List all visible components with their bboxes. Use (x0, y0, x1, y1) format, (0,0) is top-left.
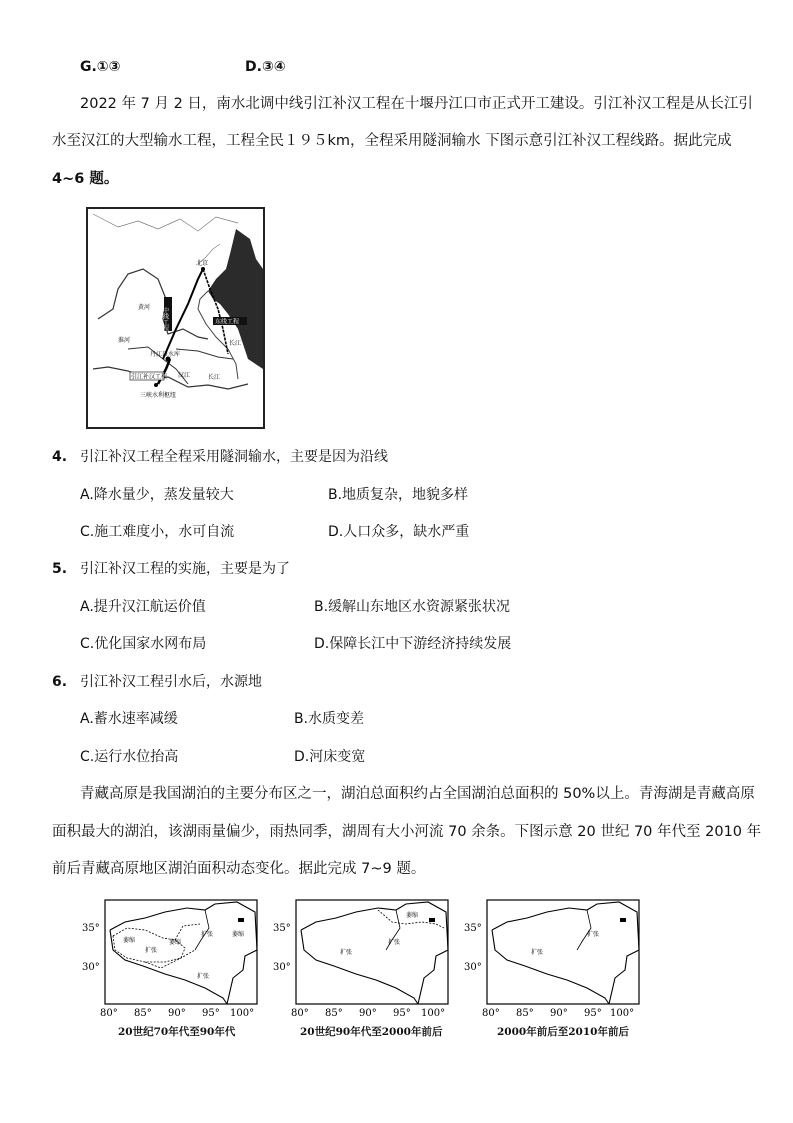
label-changjiang: 长江 (208, 374, 221, 381)
prev-option-g: G.①③ (80, 59, 121, 75)
q5-text: 引江补汉工程的实施，主要是为了 (80, 561, 290, 577)
label-yinjiang: 引江补汉工程 (131, 373, 168, 381)
label-beijing: 北京 (196, 260, 209, 267)
label-sanxia: 三峡水利枢纽 (140, 392, 177, 399)
panel2-region-2: 扩张 (340, 949, 353, 956)
intro2-line1: 青藏高原是我国湖泊的主要分布区之一，湖泊总面积约占全国湖泊总面积的 50%以上。青海湖是青藏高原 (80, 786, 755, 802)
panel2-lat-35: 35° (273, 923, 291, 934)
plateau-panel-3 (487, 900, 639, 1004)
panel2-lon-100: 100° (421, 1008, 446, 1019)
panel1-region-2: 扩张 (145, 947, 158, 954)
sea-area (208, 229, 263, 369)
panel1-region-3: 萎缩 (169, 939, 182, 946)
route-map-svg (88, 209, 263, 427)
panel3-lon-90: 90° (550, 1008, 568, 1019)
q6-option-a[interactable]: A.蓄水速率减缓 (80, 711, 178, 727)
q4-number: 4. (52, 449, 68, 465)
sanxia-dot (154, 383, 158, 387)
panel2-lon-80: 80° (291, 1008, 309, 1019)
panel3-lon-80: 80° (482, 1008, 500, 1019)
panel1-lon-90: 90° (168, 1008, 186, 1019)
panel3-lon-95: 95° (584, 1008, 602, 1019)
intro2-line2: 面积最大的湖泊，该湖雨量偏少，雨热同季，湖周有大小河流 70 余条。下图示意 20 世纪 70 年代至 2010 年 (52, 824, 762, 840)
panel1-lat-30: 30° (82, 962, 100, 973)
panel1-lon-85: 85° (134, 1008, 152, 1019)
label-huanghe: 黄河 (138, 304, 151, 311)
panel2-region-1: 萎缩 (406, 912, 419, 919)
q5-option-b[interactable]: B.缓解山东地区水资源紧张状况 (314, 599, 511, 615)
panel3-lat-30: 30° (464, 962, 482, 973)
panel1-region-4: 扩张 (201, 931, 214, 938)
q4-text: 引江补汉工程全程采用隧洞输水，主要是因为沿线 (80, 449, 388, 465)
panel1-region-5: 扩张 (197, 973, 210, 980)
q6-number: 6. (52, 674, 68, 690)
q6-option-d[interactable]: D.河床变宽 (294, 749, 366, 765)
beijing-dot (201, 267, 205, 271)
changjiang-river (93, 367, 248, 389)
panel2-lon-85: 85° (325, 1008, 343, 1019)
prev-option-d: D.③④ (245, 59, 286, 75)
panel2-lon-95: 95° (393, 1008, 411, 1019)
panel3-region-2: 扩张 (587, 931, 600, 938)
q5-option-d[interactable]: D.保障长江中下游经济持续发展 (314, 636, 512, 652)
q5-option-a[interactable]: A.提升汉江航运价值 (80, 599, 206, 615)
intro2-line3: 前后青藏高原地区湖泊面积动态变化。据此完成 7~9 题。 (52, 861, 426, 877)
intro1-line1: 2022 年 7 月 2 日，南水北调中线引江补汉工程在十堰丹江口市正式开工建设。引江补汉工程是从长江引 (80, 96, 753, 112)
panel2-lon-90: 90° (359, 1008, 377, 1019)
q6-option-c[interactable]: C.运行水位抬高 (80, 749, 179, 765)
q4-option-c[interactable]: C.施工难度小，水可自流 (80, 524, 235, 540)
huanghe-river (98, 269, 208, 339)
label-huaihe: 淮河 (118, 337, 131, 344)
panel3-lon-100: 100° (610, 1008, 635, 1019)
intro1-line3: 4~6 题。 (52, 171, 119, 187)
plateau-maps (80, 896, 640, 1041)
panel1-lat-35: 35° (82, 923, 100, 934)
q6-option-b[interactable]: B.水质变差 (294, 711, 365, 727)
q5-number: 5. (52, 561, 68, 577)
plateau-panel-1 (105, 900, 257, 1004)
panel1-lon-95: 95° (202, 1008, 220, 1019)
plateau-panel-2 (296, 900, 448, 1004)
panel2-caption: 20世纪90年代至2000年前后 (300, 1026, 443, 1038)
panel1-region-1: 萎缩 (123, 937, 136, 944)
label-dongxian: 东线工程 (215, 318, 240, 326)
route-map (86, 207, 265, 429)
q4-option-b[interactable]: B.地质复杂，地貌多样 (328, 487, 469, 503)
label-hanjiang: 汉江 (178, 372, 191, 379)
panel3-caption: 2000年前后至2010年前后 (497, 1026, 629, 1038)
panel1-region-6: 萎缩 (232, 931, 245, 938)
intro1-line2: 水至汉江的大型输水工程，工程全民１９５km，全程采用隧洞输水 下图示意引江补汉工程线路。据此完成 (52, 133, 732, 149)
label-zhongxian: 中线工程 (161, 307, 169, 331)
label-yangzi: 长江 (229, 340, 242, 347)
label-danjiangkou: 丹江口水库 (150, 351, 181, 358)
panel1-lon-100: 100° (230, 1008, 255, 1019)
q5-option-c[interactable]: C.优化国家水网布局 (80, 636, 207, 652)
q6-text: 引江补汉工程引水后，水源地 (80, 674, 262, 690)
panel1-lon-80: 80° (100, 1008, 118, 1019)
panel2-lat-30: 30° (273, 962, 291, 973)
panel3-region-1: 扩张 (531, 949, 544, 956)
panel3-lon-85: 85° (516, 1008, 534, 1019)
panel1-caption: 20世纪70年代至90年代 (118, 1026, 236, 1038)
panel3-lat-35: 35° (464, 923, 482, 934)
panel2-region-3: 扩张 (388, 939, 401, 946)
q4-option-a[interactable]: A.降水量少，蒸发量较大 (80, 487, 234, 503)
q4-option-d[interactable]: D.人口众多，缺水严重 (328, 524, 470, 540)
